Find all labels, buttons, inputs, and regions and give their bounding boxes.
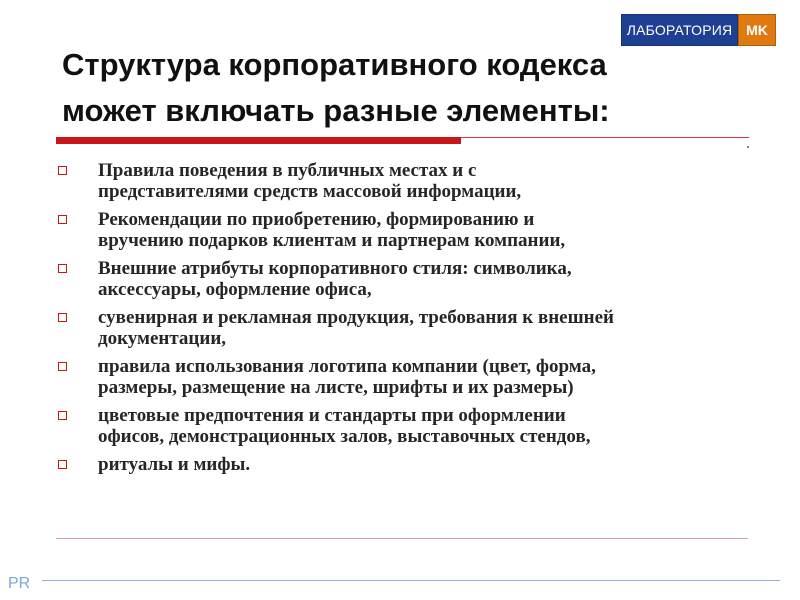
slide-title-line-2: может включать разные элементы: bbox=[62, 93, 610, 128]
square-bullet-icon bbox=[58, 411, 67, 420]
footer-rule bbox=[42, 580, 780, 581]
list-item bbox=[58, 258, 758, 300]
list-item bbox=[58, 454, 758, 475]
square-bullet-icon bbox=[58, 215, 67, 224]
list-item-text: правила использования логотипа компании (цвет, форма, размеры, размещение на листе, шрифты и их размеры) bbox=[98, 356, 596, 398]
list-item bbox=[58, 160, 758, 202]
list-item bbox=[58, 209, 758, 251]
list-item-text: сувенирная и рекламная продукция, требования к внешней документации, bbox=[98, 307, 614, 349]
title-underline-dot bbox=[747, 146, 749, 148]
list-item-text: Рекомендации по приобретению, формированию и вручению подарков клиентам и партнерам компании, bbox=[98, 209, 566, 251]
bullet-list bbox=[58, 160, 758, 482]
slide-title bbox=[62, 42, 702, 134]
title-underline-thick bbox=[56, 137, 461, 144]
footer-tag: PR bbox=[8, 575, 31, 592]
square-bullet-icon bbox=[58, 362, 67, 371]
slide-title-line-1: Структура корпоративного кодекса bbox=[62, 47, 607, 82]
square-bullet-icon bbox=[58, 166, 67, 175]
square-bullet-icon bbox=[58, 313, 67, 322]
list-item-text: цветовые предпочтения и стандарты при оформлении офисов, демонстрационных залов, выставочных стендов, bbox=[98, 405, 591, 447]
square-bullet-icon bbox=[58, 264, 67, 273]
list-item bbox=[58, 356, 758, 398]
logo-main-text: ЛАБОРАТОРИЯ bbox=[621, 14, 738, 46]
square-bullet-icon bbox=[58, 460, 67, 469]
list-item-text: Внешние атрибуты корпоративного стиля: символика, аксессуары, оформление офиса, bbox=[98, 258, 572, 300]
list-item bbox=[58, 307, 758, 349]
content-bottom-rule bbox=[56, 538, 748, 539]
list-item bbox=[58, 405, 758, 447]
list-item-text: ритуалы и мифы. bbox=[98, 454, 251, 475]
logo-suffix-text: MK bbox=[738, 14, 776, 46]
list-item-text: Правила поведения в публичных местах и с представителями средств массовой информации, bbox=[98, 160, 522, 202]
